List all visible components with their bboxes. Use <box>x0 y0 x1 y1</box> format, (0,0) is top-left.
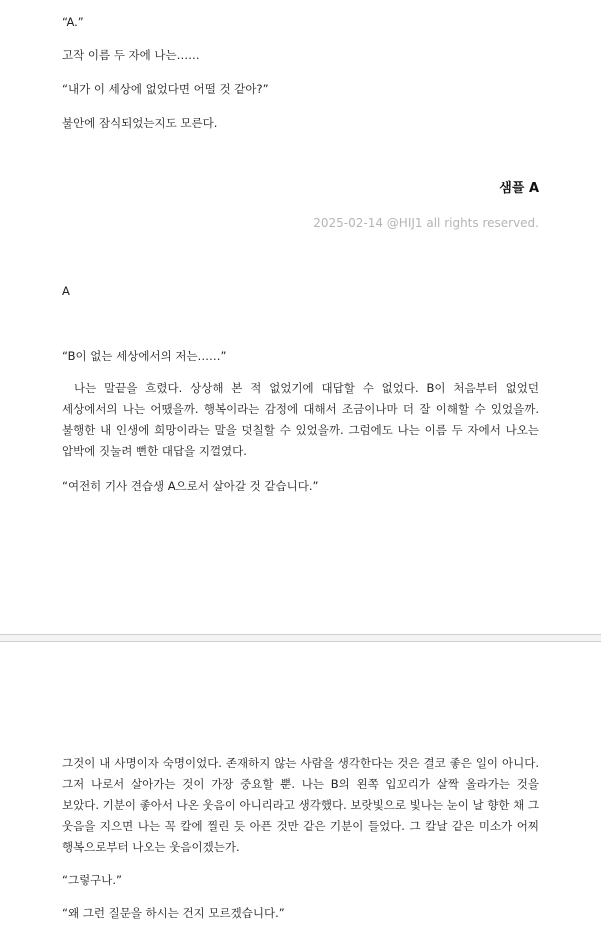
document-page-2 <box>0 642 601 927</box>
body-paragraph: 그것이 내 사명이자 숙명이었다. 존재하지 않는 사람을 생각한다는 것은 결코 좋은 일이 아니다. 그저 나로서 살아가는 것이 가장 중요할 뿐. 나는 B의 왼쪽 입꼬리가 살짝 올라가는 것을 보았다. 기분이 좋아서 나온 웃음이 아니리라고 생각했다. 보랏빛으로 빛나는 눈이 날 향한 채 그 웃음을 지으면 나는 꼭 칼에 찔린 듯 아픈 것만 같은 기분이 들었다. 그 칼날 같은 미소가 어찌 행복으로부터 나오는 웃음이겠는가. <box>62 756 539 854</box>
post-meta: 2025-02-14 @HIJ1 all rights reserved. <box>313 216 539 230</box>
dialogue-line: “A.” <box>62 15 84 29</box>
page-separator <box>0 634 601 642</box>
dialogue-line: “왜 그런 질문을 하시는 건지 모르겠습니다.” <box>62 906 285 920</box>
body-paragraph: 나는 말끝을 흐렸다. 상상해 본 적 없었기에 대답할 수 없었다. B이 처음부터 없었던 세상에서의 나는 어땠을까. 행복이라는 감정에 대해서 조금이나마 더 잘 이해할 수 있었을까. 불행한 내 인생에 희망이라는 말을 덧칠할 수 있었을까. 그럼에도 나는 이름 두 자에서 나오는 압박에 짓눌려 뻔한 대답을 지껄였다. <box>62 381 539 458</box>
dialogue-line: “내가 이 세상에 없었다면 어떨 것 같아?” <box>62 82 269 96</box>
section-heading: A <box>62 284 70 298</box>
dialogue-line: “B이 없는 세상에서의 저는……” <box>62 349 227 363</box>
narration-line: 고작 이름 두 자에 나는…… <box>62 48 200 62</box>
dialogue-line: “여전히 기사 견습생 A으로서 살아갈 것 같습니다.” <box>62 479 319 493</box>
narration-line: 불안에 잠식되었는지도 모른다. <box>62 116 218 130</box>
post-title: 샘플 A <box>499 181 539 196</box>
dialogue-line: “그렇구나.” <box>62 873 123 887</box>
